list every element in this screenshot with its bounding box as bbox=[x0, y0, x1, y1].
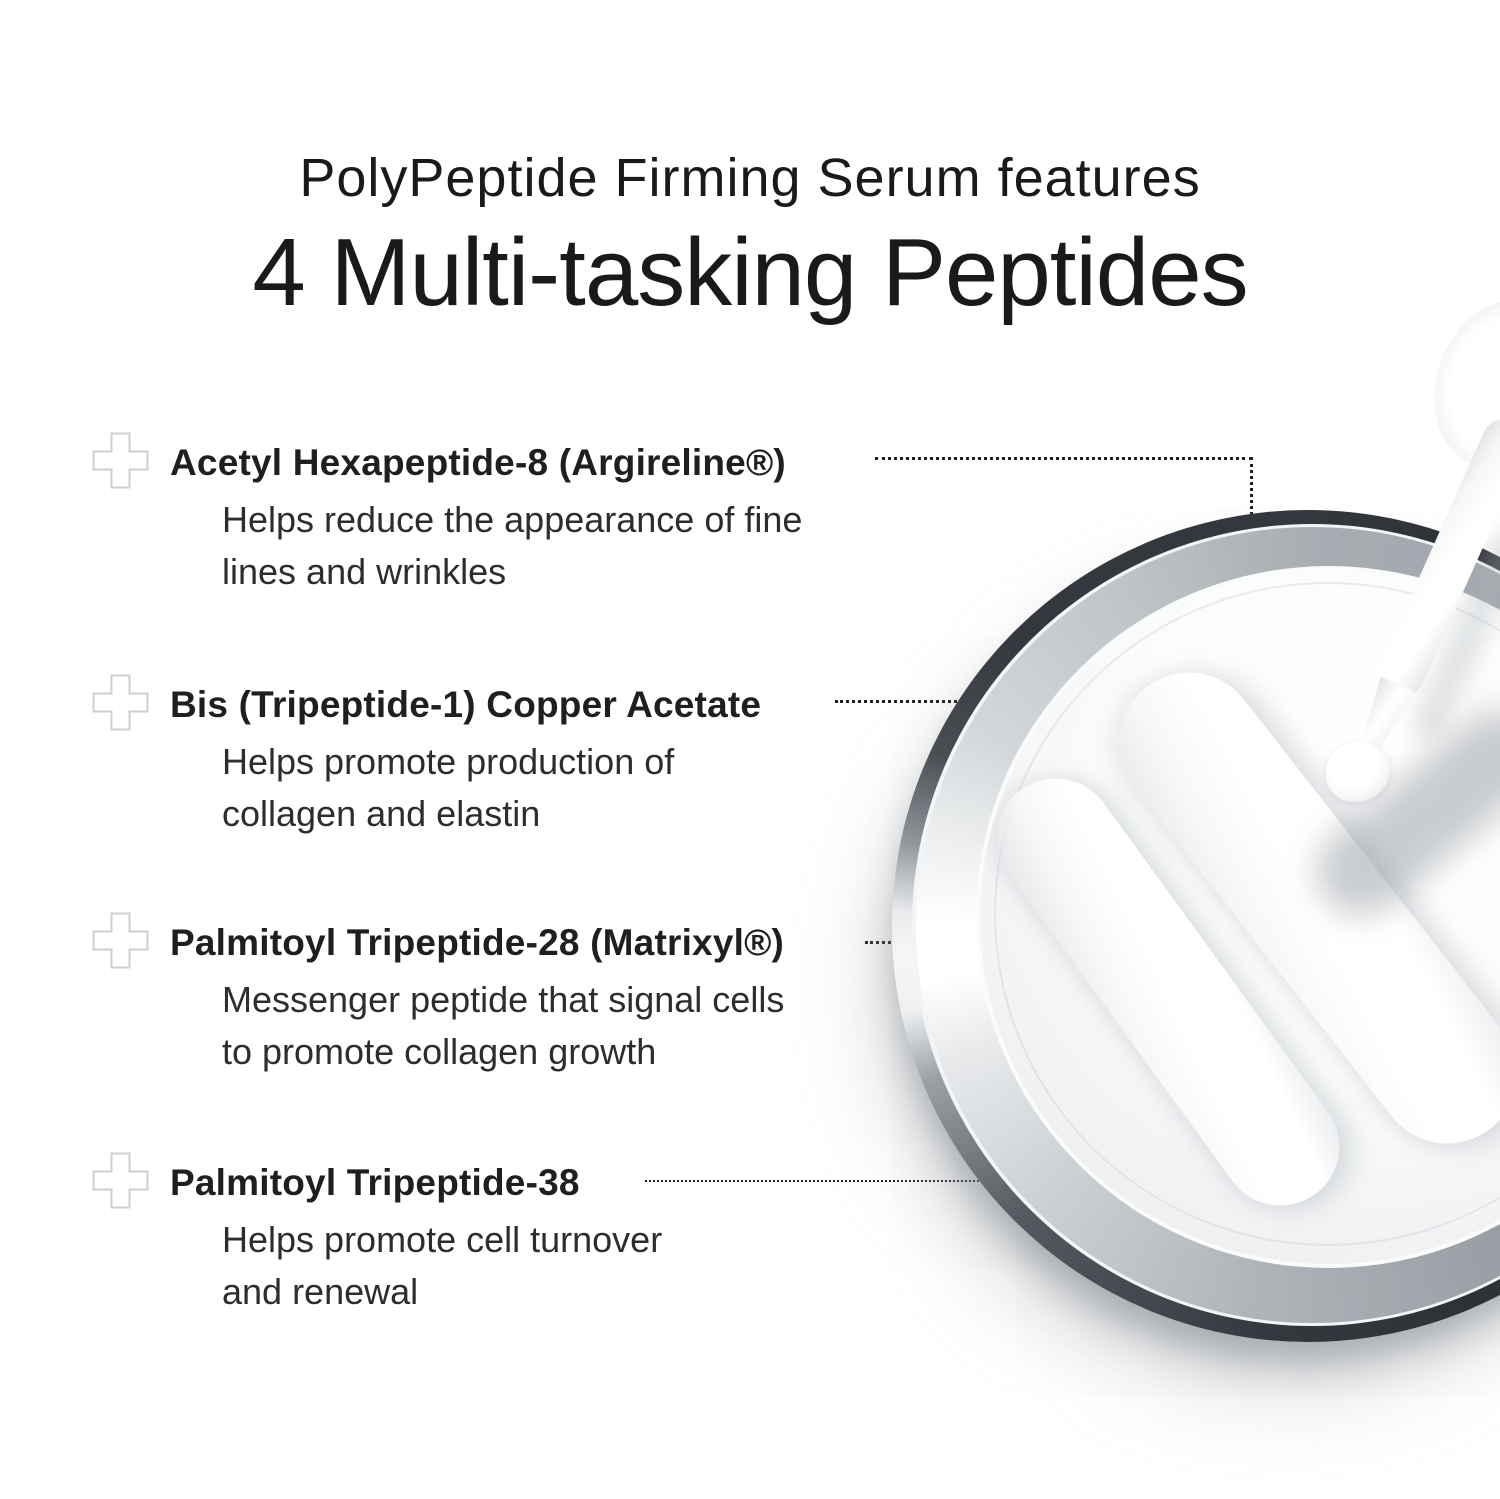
feature-name: Palmitoyl Tripeptide-28 (Matrixyl®) bbox=[170, 922, 785, 963]
feature-description bbox=[222, 1214, 662, 1318]
feature-description bbox=[222, 974, 784, 1078]
page-title: 4 Multi-tasking Peptides bbox=[252, 219, 1248, 326]
feature-description-line: collagen and elastin bbox=[222, 793, 541, 834]
feature-description-line: to promote collagen growth bbox=[222, 1031, 657, 1072]
subtitle: PolyPeptide Firming Serum features bbox=[299, 148, 1201, 208]
feature-name: Palmitoyl Tripeptide-38 bbox=[170, 1162, 580, 1203]
feature-name: Bis (Tripeptide-1) Copper Acetate bbox=[170, 684, 762, 725]
leader-line-1-horizontal bbox=[875, 457, 1252, 460]
feature-description bbox=[222, 494, 802, 598]
feature-description-line: Messenger peptide that signal cells bbox=[222, 979, 785, 1020]
plus-icon bbox=[92, 1152, 149, 1209]
feature-description-line: Helps promote production of bbox=[222, 741, 675, 782]
feature-name: Acetyl Hexapeptide-8 (Argireline®) bbox=[170, 442, 786, 483]
plus-icon bbox=[92, 432, 149, 489]
feature-description-line: and renewal bbox=[222, 1271, 419, 1312]
feature-description-line: Helps reduce the appearance of fine bbox=[222, 499, 803, 540]
feature-description-line: Helps promote cell turnover bbox=[222, 1219, 663, 1260]
feature-description-line: lines and wrinkles bbox=[222, 551, 507, 592]
plus-icon bbox=[92, 912, 149, 969]
feature-description bbox=[222, 736, 674, 840]
plus-icon bbox=[92, 674, 149, 731]
